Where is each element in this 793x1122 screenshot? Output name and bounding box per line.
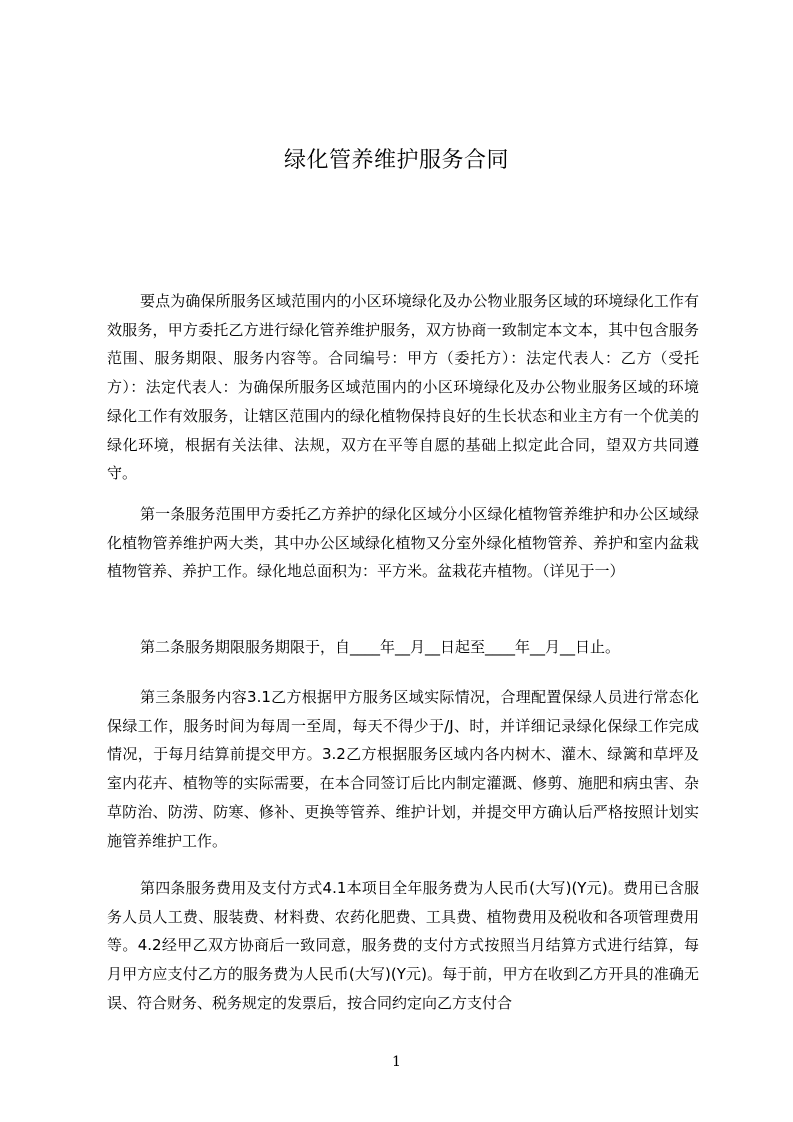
- article-4-paragraph: 第四条服务费用及支付方式4.1本项目全年服务费为人民币(大写)(Y元)。费用已含服务人员人工费、服装费、材料费、农药化肥费、工具费、植物费用及税收和各项管理费用等。4.2经甲乙双方协商后一致同意，服务费的支付方式按照当月结算方式进行结算，每月甲方应支付乙方的服务费为人民币(大写)(Y元)。每于前，甲方在收到乙方开具的准确无误、符合财务、税务规定的发票后，按合同约定向乙方支付合: [107, 879, 699, 1012]
- article-3-paragraph: 第三条服务内容3.1乙方根据甲方服务区域实际情况，合理配置保绿人员进行常态化保绿工作，服务时间为每周一至周，每天不得少于/J、时，并详细记录绿化保绿工作完成情况，于每月结算前提交甲方。3.2乙方根据服务区域内各内树木、灌木、绿篱和草坪及室内花卉、植物等的实际需要，在本合同签订后比内制定灌溉、修剪、施肥和病虫害、杂草防治、防涝、防寒、修补、更换等管养、维护计划，并提交甲方确认后严格按照计划实施管养维护工作。: [107, 688, 699, 850]
- intro-paragraph: 要点为确保所服务区域范围内的小区环境绿化及办公物业服务区域的环境绿化工作有效服务，甲方委托乙方进行绿化管养维护服务，双方协商一致制定本文本，其中包含服务范围、服务期限、服务内容等。合同编号：甲方（委托方）：法定代表人：乙方（受托方）：法定代表人：为确保所服务区域范围内的小区环境绿化及办公物业服务区域的环境绿化工作有效服务，让辖区范围内的绿化植物保持良好的生长状态和业主方有一个优美的绿化环境，根据有关法律、法规，双方在平等自愿的基础上拟定此合同，望双方共同遵守。: [107, 292, 699, 483]
- document-title: 绿化管养维护服务合同: [283, 148, 509, 173]
- page-number: 1: [392, 1054, 401, 1070]
- article-1-paragraph: 第一条服务范围甲方委托乙方养护的绿化区域分小区绿化植物管养维护和办公区域绿化植物管养维护两大类，其中办公区域绿化植物又分室外绿化植物管养、养护和室内盆栽植物管养、养护工作。绿化地总面积为：平方米。盆栽花卉植物。（详见于一）: [107, 505, 699, 581]
- article-2-paragraph: 第二条服务期限服务期限于，自____年__月__日起至____年__月__日止。: [140, 638, 621, 656]
